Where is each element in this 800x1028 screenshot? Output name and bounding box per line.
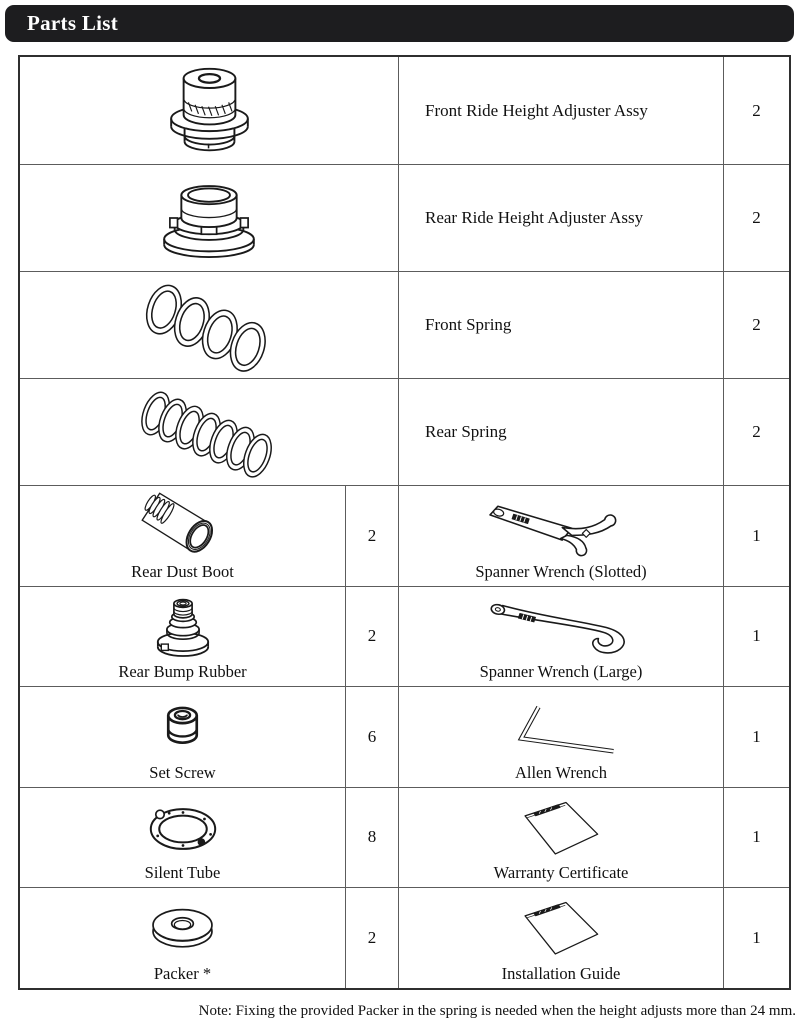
part-label: Allen Wrench (514, 762, 608, 782)
spanner-wrench-large-icon (479, 596, 644, 659)
rear-bump-rubber-icon (141, 593, 225, 663)
front-spring-icon (135, 277, 283, 374)
part-qty: 1 (723, 687, 789, 787)
part-image-cell (20, 272, 398, 378)
part-qty: 8 (345, 788, 398, 888)
part-qty: 1 (723, 788, 789, 888)
silent-tube-icon (137, 796, 229, 862)
part-qty: 2 (345, 888, 398, 988)
part-image (501, 693, 621, 764)
warranty-certificate-icon (500, 794, 622, 865)
part-name: Rear Ride Height Adjuster Assy (398, 165, 723, 271)
table-row (20, 57, 789, 164)
table-row (20, 686, 789, 787)
part-label: Warranty Certificate (493, 863, 629, 882)
part-qty: 1 (723, 587, 789, 687)
part-image (131, 492, 234, 563)
part-item-cell (398, 888, 723, 988)
set-screw-icon (154, 703, 211, 753)
part-item-cell (398, 587, 723, 687)
packer-icon (136, 898, 229, 960)
rear-ride-height-adjuster-icon (147, 172, 271, 264)
table-row (20, 586, 789, 687)
part-item-cell (20, 888, 345, 988)
allen-wrench-icon (501, 698, 621, 758)
part-qty: 2 (723, 379, 789, 485)
part-label: Installation Guide (501, 963, 621, 983)
table-row (20, 485, 789, 586)
part-image (500, 794, 622, 865)
part-name: Front Spring (398, 272, 723, 378)
part-label: Spanner Wrench (Slotted) (475, 561, 647, 581)
table-row (20, 164, 789, 271)
part-label: Rear Bump Rubber (118, 662, 247, 681)
part-item-cell (20, 486, 345, 586)
part-qty: 1 (723, 486, 789, 586)
part-item-cell (398, 486, 723, 586)
part-qty: 2 (345, 587, 398, 687)
part-item-cell (398, 687, 723, 787)
front-ride-height-adjuster-icon (152, 65, 267, 157)
spanner-wrench-slotted-icon (479, 496, 644, 559)
part-image (137, 794, 229, 865)
part-image (479, 492, 644, 563)
part-qty: 2 (723, 165, 789, 271)
footnote: Note: Fixing the provided Packer in the spring is needed when the height adjusts more than 24 mm. (198, 1003, 796, 1019)
parts-table (18, 55, 791, 990)
part-qty: 2 (345, 486, 398, 586)
part-item-cell (398, 788, 723, 888)
part-qty: 2 (723, 57, 789, 164)
page-title: Parts List (27, 11, 119, 35)
part-label: Packer * (153, 963, 212, 983)
part-label: Spanner Wrench (Large) (479, 662, 643, 681)
part-image (500, 894, 622, 965)
part-qty: 6 (345, 687, 398, 787)
part-image-cell (20, 379, 398, 485)
part-image-cell (20, 57, 398, 164)
table-row (20, 887, 789, 988)
part-image (154, 693, 211, 764)
table-row (20, 787, 789, 888)
rear-dust-boot-icon (131, 492, 234, 563)
part-item-cell (20, 587, 345, 687)
part-qty: 2 (723, 272, 789, 378)
part-item-cell (20, 788, 345, 888)
installation-guide-icon (500, 894, 622, 965)
table-row (20, 271, 789, 378)
part-label: Rear Dust Boot (131, 561, 234, 581)
part-image-cell (20, 165, 398, 271)
part-label: Set Screw (149, 762, 216, 782)
rear-spring-icon (132, 384, 287, 480)
part-image (479, 593, 644, 664)
part-name: Rear Spring (398, 379, 723, 485)
part-image (141, 593, 225, 664)
part-name: Front Ride Height Adjuster Assy (398, 57, 723, 164)
table-row (20, 378, 789, 485)
part-image (136, 894, 229, 965)
part-item-cell (20, 687, 345, 787)
part-qty: 1 (723, 888, 789, 988)
parts-list-header (5, 5, 794, 42)
part-label: Silent Tube (144, 863, 221, 882)
